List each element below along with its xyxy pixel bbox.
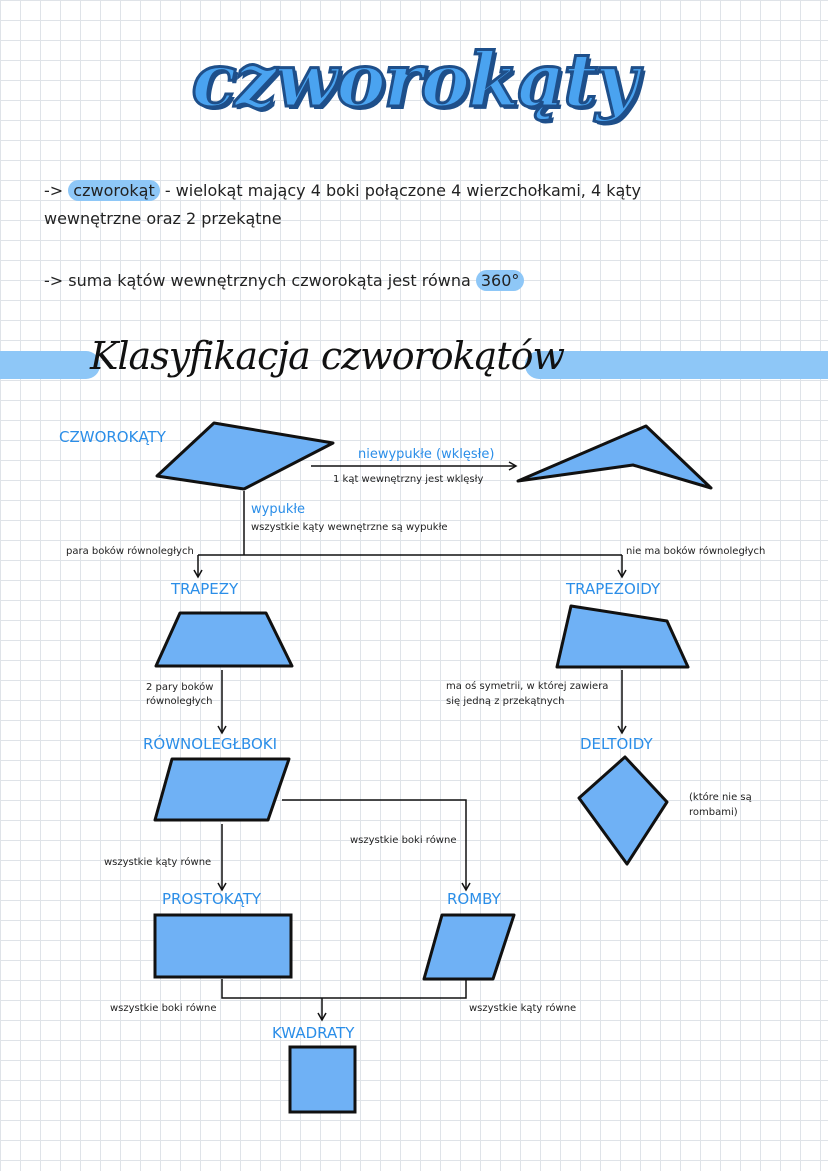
label-wypukle: wypukłe <box>251 502 306 517</box>
kite-shape <box>579 757 667 864</box>
trapezoid-shape <box>156 613 292 666</box>
merge-line <box>222 979 466 998</box>
label-prostokaty: PROSTOKĄTY <box>162 890 262 908</box>
angle-sum-value: 360° <box>476 270 525 291</box>
desc-wszystkie-boki-2: wszystkie boki równe <box>110 1003 217 1014</box>
page-title: czworokąty <box>191 38 637 124</box>
definition-text: - wielokąt mający 4 boki połączone 4 wierzchołkami, 4 kąty <box>164 181 642 200</box>
label-deltoidy: DELTOIDY <box>580 735 653 753</box>
rhombus-shape <box>424 915 514 979</box>
concave-quadrilateral-shape <box>518 426 711 488</box>
desc-wszystkie-boki-1: wszystkie boki równe <box>350 835 457 846</box>
term-highlight: czworokąt <box>68 180 159 201</box>
desc-wszystkie-katy-2: wszystkie kąty równe <box>469 1003 577 1014</box>
label-kwadraty: KWADRATY <box>272 1024 355 1042</box>
section-title: Klasyfikacja czworokątów <box>90 334 564 378</box>
desc-os-symetrii-2: się jedną z przekątnych <box>446 696 565 707</box>
desc-nie-ma-bokow: nie ma boków równoległych <box>626 546 766 557</box>
desc-wszystkie-katy-1: wszystkie kąty równe <box>104 857 212 868</box>
angle-sum-text: suma kątów wewnętrznych czworokąta jest równa <box>68 271 471 290</box>
desc-para-bokow: para boków równoległych <box>66 546 194 557</box>
square-shape <box>290 1047 355 1112</box>
definition-continuation: wewnętrzne oraz 2 przekątne <box>44 209 282 228</box>
rectangle-shape <box>155 915 291 977</box>
parallelogram-shape <box>155 759 289 820</box>
label-trapezy: TRAPEZY <box>171 580 239 598</box>
label-trapezoidy: TRAPEZOIDY <box>566 580 661 598</box>
label-niewypukle: niewypukłe (wklęsłe) <box>358 447 495 462</box>
quadrilateral-shape <box>157 423 333 489</box>
desc-dwie-pary-2: równoległych <box>146 696 213 707</box>
label-romby: ROMBY <box>447 890 501 908</box>
desc-niewypukle: 1 kąt wewnętrzny jest wklęsły <box>333 474 484 485</box>
label-czworokaty: CZWOROKĄTY <box>59 428 166 446</box>
arrow-icon: -> <box>44 271 64 290</box>
desc-dwie-pary-1: 2 pary boków <box>146 682 214 693</box>
trapezoid-irregular-shape <box>557 606 688 667</box>
desc-wypukle: wszystkie kąty wewnętrzne są wypukłe <box>251 522 448 533</box>
note-deltoidy-2: rombami) <box>689 807 738 818</box>
desc-os-symetrii-1: ma oś symetrii, w której zawiera <box>446 681 609 692</box>
label-rownolegloboki: RÓWNOLEGŁBOKI <box>143 735 278 753</box>
arrow-icon: -> <box>44 181 64 200</box>
note-deltoidy-1: (które nie są <box>689 792 752 803</box>
